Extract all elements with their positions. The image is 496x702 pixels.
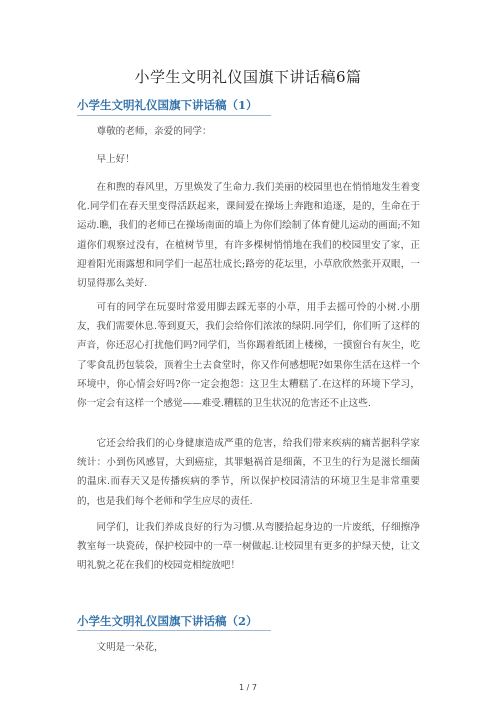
section-heading-1: 小学生文明礼仪国旗下讲话稿（1） [77,98,258,112]
paragraph-health: 它还会给我们的心身健康造成严重的危害，给我们带来疾病的痛苦据科学家统计：小到伤风感冒，大到癌症，其罪魁祸首是细菌，不卫生的行为是滋长细菌的温床.而春天又是传播疾病的季节，所以保护校园清洁的环境卫生是非常重要的，也是我们每个老师和学生应尽的责任. [77,438,420,507]
page-number: 1 / 7 [239,683,257,692]
paragraph-morning: 早上好！ [96,154,135,165]
paragraph-hygiene: 可有的同学在玩耍时常爱用脚去踩无辜的小草，用手去摇可怜的小树.小朋友，我们需要休息.等到夏天，我们会给你们浓浓的绿阴.同学们，你们听了这样的声音，你还忍心打扰他们吗?同学们，当你踢着纸团上楼梯，一摸窗台有灰尘，吃了零食乱扔包装袋，顶着尘土去食堂时，你又作何感想呢?如果你生活在这样一个环境中，你心情会好吗?你一定会抱怨：这卫生太糟糕了.在这样的环境下学习，你一定会有这样一个感觉——难受.糟糕的卫生状况的危害还不止这些. [77,302,420,410]
document-title: 小学生文明礼仪国旗下讲话稿6篇 [134,68,362,86]
section-heading-2: 小学生文明礼仪国旗下讲话稿（2） [77,614,258,628]
section-rule-1 [77,115,271,116]
section-rule-2 [77,630,271,631]
paragraph-greeting: 尊敬的老师，亲爱的同学： [96,126,212,137]
paragraph-civility: 文明是一朵花， [96,642,164,653]
paragraph-call-to-action: 同学们，让我们养成良好的行为习惯.从弯腰拾起身边的一片废纸，仔细擦净教室每一块瓷砖，保护校园中的一草一树做起.让校园里有更多的护绿天使，让文明礼貌之花在我们的校园竞相绽放吧！ [77,522,420,572]
paragraph-spring: 在和煦的春风里，万里焕发了生命力.我们美丽的校园里也在悄悄地发生着变化.同学们在春天里变得活跃起来，课间爱在操场上奔跑和追逐，是的，生命在于运动.瞧，我们的老师已在操场南面的墙上为你们绘制了体育健儿运动的画面;不知道你们观察过没有，在植树节里，有许多棵树悄悄地在我们的校园里安了家，正迎着阳光雨露想和同学们一起茁壮成长;路旁的花坛里，小草欣欣然张开双眼，一切显得那么美好. [77,182,420,290]
